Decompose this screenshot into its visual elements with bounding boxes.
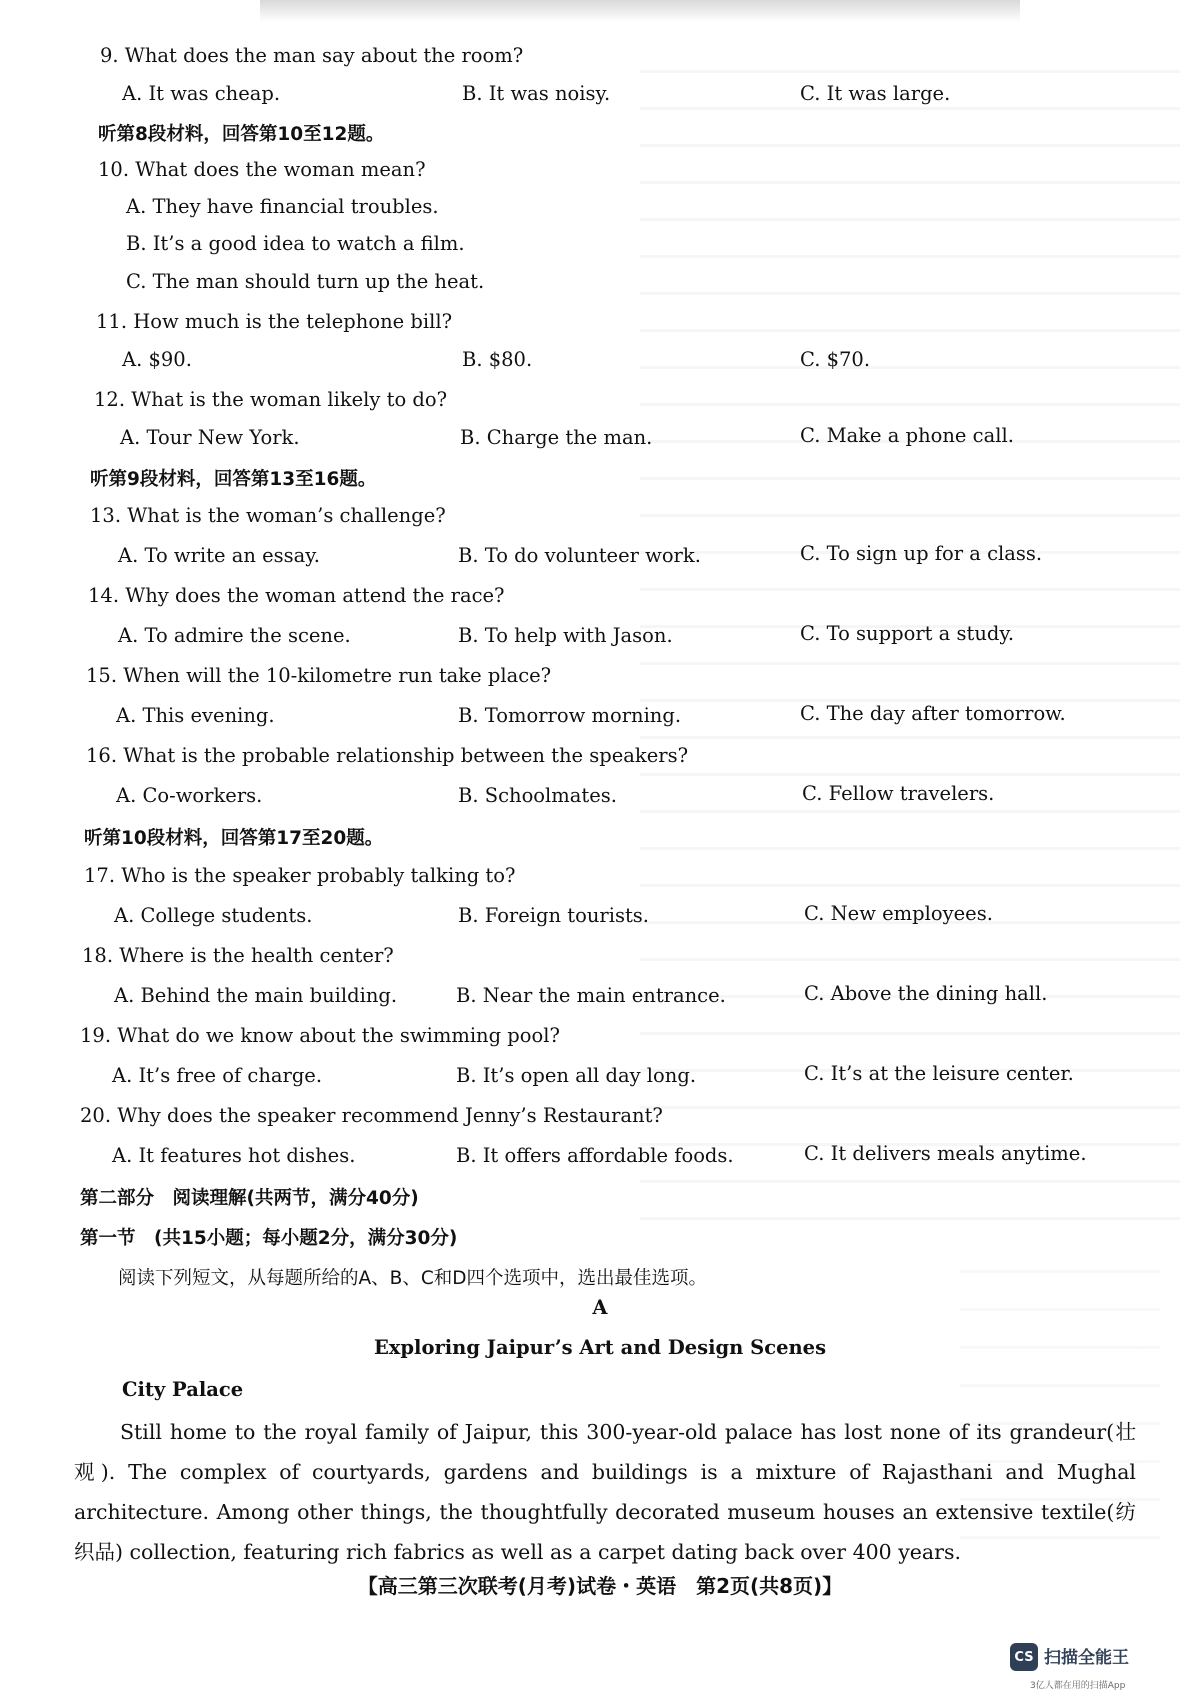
q11-option-b: B. $80. <box>462 348 533 371</box>
subheading-city-palace: City Palace <box>122 1378 244 1401</box>
q10-option-a: A. They have financial troubles. <box>126 195 439 218</box>
q18-option-a: A. Behind the main building. <box>114 984 398 1007</box>
section-header-10: 听第10段材料，回答第17至20题。 <box>84 828 384 849</box>
question-15: 15. When will the 10-kilometre run take place? <box>86 664 552 687</box>
q17-option-a: A. College students. <box>114 904 313 927</box>
question-9: 9. What does the man say about the room? <box>100 44 524 67</box>
q9-option-c: C. It was large. <box>800 82 951 105</box>
camscanner-name: 扫描全能王 <box>1044 1648 1129 1668</box>
camscanner-tagline: 3亿人都在用的扫描App <box>1030 1681 1126 1691</box>
passage-title: Exploring Jaipur’s Art and Design Scenes <box>373 1336 827 1359</box>
q11-option-a: A. $90. <box>122 348 192 371</box>
question-10: 10. What does the woman mean? <box>98 158 426 181</box>
question-11: 11. How much is the telephone bill? <box>96 310 453 333</box>
q14-option-a: A. To admire the scene. <box>118 624 351 647</box>
q10-option-b: B. It’s a good idea to watch a film. <box>126 232 465 255</box>
q9-option-b: B. It was noisy. <box>462 82 611 105</box>
q12-option-a: A. Tour New York. <box>120 426 300 449</box>
q11-option-c: C. $70. <box>800 348 871 371</box>
q19-option-c: C. It’s at the leisure center. <box>804 1062 1074 1085</box>
q16-option-b: B. Schoolmates. <box>458 784 617 807</box>
question-20: 20. Why does the speaker recommend Jenny’s Restaurant? <box>80 1104 663 1127</box>
q16-option-a: A. Co-workers. <box>116 784 263 807</box>
q15-option-c: C. The day after tomorrow. <box>800 702 1066 725</box>
q12-option-c: C. Make a phone call. <box>800 424 1014 447</box>
passage-paragraph: Still home to the royal family of Jaipur, this 300-year-old palace has lost none of its grandeur(壮观). The complex of courtyards, gardens and buildings is a mixture of Rajasthani and Mughal architecture. Among other things, the thoughtfully decorated museum houses an extensive textile(纺织品) collection, featuring rich fabrics as well as a carpet dating back over 400 years. <box>74 1420 1136 1564</box>
q15-option-a: A. This evening. <box>116 704 275 727</box>
q17-option-b: B. Foreign tourists. <box>458 904 650 927</box>
q19-option-b: B. It’s open all day long. <box>456 1064 697 1087</box>
section-header-8: 听第8段材料，回答第10至12题。 <box>98 124 385 145</box>
question-17: 17. Who is the speaker probably talking to? <box>84 864 516 887</box>
question-13: 13. What is the woman’s challenge? <box>90 504 446 527</box>
q19-option-a: A. It’s free of charge. <box>112 1064 323 1087</box>
scan-shadow <box>260 0 1020 22</box>
q20-option-a: A. It features hot dishes. <box>112 1144 356 1167</box>
q13-option-a: A. To write an essay. <box>118 544 320 567</box>
q13-option-c: C. To sign up for a class. <box>800 542 1043 565</box>
question-19: 19. What do we know about the swimming pool? <box>80 1024 560 1047</box>
q16-option-c: C. Fellow travelers. <box>802 782 995 805</box>
passage-letter: A <box>592 1296 608 1319</box>
q20-option-c: C. It delivers meals anytime. <box>804 1142 1087 1165</box>
q13-option-b: B. To do volunteer work. <box>458 544 701 567</box>
question-18: 18. Where is the health center? <box>82 944 394 967</box>
q17-option-c: C. New employees. <box>804 902 993 925</box>
camscanner-logo-icon: CS <box>1010 1643 1038 1671</box>
q15-option-b: B. Tomorrow morning. <box>458 704 682 727</box>
q14-option-b: B. To help with Jason. <box>458 624 673 647</box>
question-14: 14. Why does the woman attend the race? <box>88 584 505 607</box>
q18-option-b: B. Near the main entrance. <box>456 984 726 1007</box>
q12-option-b: B. Charge the man. <box>460 426 653 449</box>
instruction: 阅读下列短文，从每题所给的A、B、C和D四个选项中，选出最佳选项。 <box>118 1268 708 1289</box>
q9-option-a: A. It was cheap. <box>122 82 281 105</box>
question-12: 12. What is the woman likely to do? <box>94 388 448 411</box>
section-1-title: 第一节 (共15小题；每小题2分，满分30分) <box>80 1228 458 1249</box>
q18-option-c: C. Above the dining hall. <box>804 982 1048 1005</box>
q10-option-c: C. The man should turn up the heat. <box>126 270 485 293</box>
section-header-9: 听第9段材料，回答第13至16题。 <box>90 469 377 490</box>
question-16: 16. What is the probable relationship between the speakers? <box>86 744 689 767</box>
page-footer: 【高三第三次联考(月考)试卷・英语 第2页(共8页)】 <box>357 1574 843 1598</box>
part-2-title: 第二部分 阅读理解(共两节，满分40分) <box>80 1188 419 1209</box>
q14-option-c: C. To support a study. <box>800 622 1015 645</box>
q20-option-b: B. It offers affordable foods. <box>456 1144 734 1167</box>
